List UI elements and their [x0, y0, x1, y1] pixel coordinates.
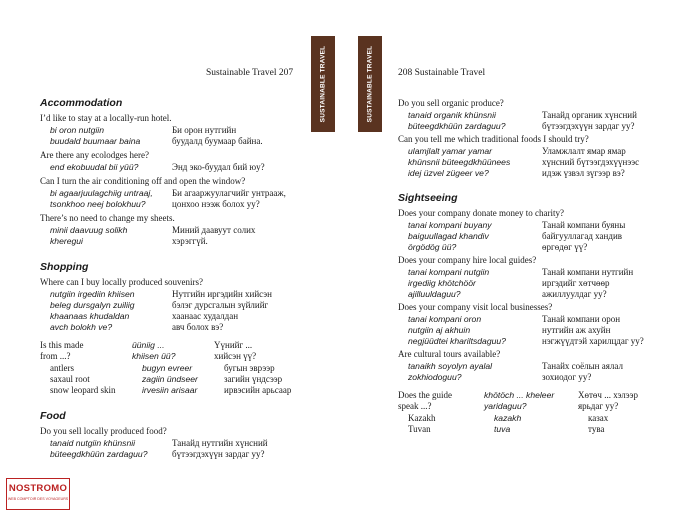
sight-q2-mn2: иргэдийг хөтчөөр: [542, 278, 610, 288]
shop-made-en2: from ...?: [40, 351, 71, 361]
sight-q4-tr1: tanaikh soyolyn ayalal: [408, 361, 493, 371]
right-section-tab: [358, 36, 382, 132]
sight-q2-mn1: Танай компани нутгийн: [542, 267, 634, 277]
sight-q2-tr2: irgediig khötchöör: [408, 278, 476, 288]
shop-q1-en: Where can I buy locally produced souvenirs?: [40, 277, 203, 287]
food-q3-mn3: идэж үзвэл зүгээр вэ?: [542, 168, 625, 178]
sight-q3-tr1: tanai kompani oron: [408, 314, 482, 324]
shop-made-mn1: Үүнийг ...: [214, 340, 253, 350]
shop-made-en1: Is this made: [40, 340, 84, 350]
accom-q3-mn1: Би агааржуулагчийг унтрааж,: [172, 188, 286, 198]
sightseeing-heading: Sightseeing: [398, 192, 458, 204]
sight-q1-mn1: Танай компани буяны: [542, 220, 626, 230]
sight-q3-mn1: Танай компани орон: [542, 314, 621, 324]
guide-mn2: ярьдаг уу?: [578, 401, 619, 411]
guide-mn1: Хөтөч ... хэлээр: [578, 390, 639, 400]
food-q1-en: Do you sell locally produced food?: [40, 426, 167, 436]
snow-leopard-mn: ирвэсийн арьсаар: [224, 385, 292, 395]
sight-q1-mn3: өргөдөг үү?: [542, 242, 588, 252]
accom-q4-mn1: Миний даавуут солих: [172, 225, 256, 235]
sight-q1-tr2: baiguullagad khandiv: [408, 231, 489, 241]
food-heading: Food: [40, 410, 66, 422]
antlers-en: antlers: [50, 363, 74, 373]
saxaul-en: saxaul root: [50, 374, 90, 384]
sight-q1-en: Does your company donate money to charity?: [398, 208, 564, 218]
shop-q1-mn3: хаанаас худалдан: [172, 311, 239, 321]
sight-q1-tr3: örgödög üü?: [408, 242, 457, 252]
shop-q1-tr1: nutgiin irgediin khiisen: [50, 289, 135, 299]
sight-q2-tr3: ajilluuldaguu?: [408, 289, 461, 299]
left-running-header: Sustainable Travel 207: [206, 68, 294, 78]
kazakh-en: Kazakh: [408, 413, 436, 423]
sight-q2-en: Does your company hire local guides?: [398, 255, 537, 265]
food-q3-tr3: idej üzvel zügeer ve?: [408, 168, 489, 178]
accom-q4-tr2: kheregui: [50, 236, 83, 246]
logo-name: NOSTROMO: [8, 483, 68, 494]
saxaul-mn: загийн үндсээр: [224, 374, 283, 384]
food-q1-mn1: Танайд нутгийн хүнсний: [172, 438, 268, 448]
accommodation-heading: Accommodation: [40, 97, 123, 109]
kazakh-tr: kazakh: [494, 413, 522, 423]
guide-tr1: khötöch ... kheleer: [484, 390, 555, 400]
accom-q4-mn2: хэрэггүй.: [172, 236, 208, 246]
right-running-header: 208 Sustainable Travel: [398, 68, 486, 78]
shop-q1-tr4: avch bolokh ve?: [50, 322, 113, 332]
sight-q2-tr1: tanai kompani nutgiin: [408, 267, 490, 277]
sight-q3-tr3: negjüüdtei khariltsdaguu?: [408, 336, 506, 346]
sight-q3-en: Does your company visit local businesses?: [398, 302, 553, 312]
tuvan-tr: tuva: [494, 424, 511, 434]
sight-q1-tr1: tanai kompani buyany: [408, 220, 492, 230]
guide-tr2: yaridaguu?: [484, 401, 527, 411]
sight-q3-tr2: nutgiin aj akhuin: [408, 325, 471, 335]
logo-tagline: WEB COMPTOIR DES VOYAGEURS: [7, 497, 69, 501]
shop-made-tr2: khiisen üü?: [132, 351, 176, 361]
saxaul-tr: zagiin ündseer: [142, 374, 198, 384]
sight-q4-mn2: зохиодог уу?: [542, 372, 592, 382]
food-q2-tr2: büteegdkhüün zardaguu?: [408, 121, 506, 131]
shop-q1-tr2: beleg dursgalyn zuiliig: [50, 300, 135, 310]
shop-q1-mn1: Нутгийн иргэдийн хийсэн: [172, 289, 272, 299]
accom-q1-tr2: buudald buumaar baina: [50, 136, 141, 146]
snow-leopard-tr: irvesiin arisaar: [142, 385, 198, 395]
guide-en1: Does the guide: [398, 390, 452, 400]
left-tab-label: SUSTAINABLE TRAVEL: [319, 45, 327, 123]
snow-leopard-en: snow leopard skin: [50, 385, 116, 395]
tuvan-mn: тува: [588, 424, 605, 434]
food-q1-tr1: tanaid nutgiin khünsnii: [50, 438, 136, 448]
antlers-mn: бугын эврээр: [224, 363, 275, 373]
shop-q1-tr3: khaanaas khudaldan: [50, 311, 130, 321]
accom-q3-tr2: tsonkhoo neej bolokhuu?: [50, 199, 146, 209]
nostromo-logo: [6, 478, 70, 510]
shop-made-mn2: хийсэн үү?: [214, 351, 257, 361]
food-q2-en: Do you sell organic produce?: [398, 98, 504, 108]
left-section-tab: [311, 36, 335, 132]
accom-q3-tr1: bi agaarjuulagchiig untraaj,: [50, 188, 153, 198]
sight-q4-tr2: zokhiodoguu?: [408, 372, 462, 382]
food-q3-tr1: ulamjlalt yamar yamar: [408, 146, 493, 156]
shop-made-tr1: üüniig ...: [132, 340, 165, 350]
guide-en2: speak ...?: [398, 401, 432, 411]
food-q2-mn2: бүтээгдэхүүн зардаг уу?: [542, 121, 635, 131]
shop-q1-mn4: авч болох вэ?: [172, 322, 224, 332]
sight-q2-mn3: ажиллуулдаг уу?: [542, 289, 607, 299]
sight-q3-mn2: нутгийн аж ахуйн: [542, 325, 611, 335]
accom-q1-tr1: bi oron nutgiin: [50, 125, 104, 135]
shopping-heading: Shopping: [40, 261, 89, 273]
food-q3-mn1: Уламжлалт ямар ямар: [542, 146, 626, 156]
accom-q2-en: Are there any ecolodges here?: [40, 150, 149, 160]
shop-q1-mn2: бэлэг дурсгалын зүйлийг: [172, 300, 269, 310]
right-tab-label: SUSTAINABLE TRAVEL: [366, 45, 374, 123]
food-q2-mn1: Танайд органик хүнсний: [542, 110, 637, 120]
accom-q2-mn1: Энд эко-буудал бий юу?: [172, 162, 265, 172]
right-page: [352, 0, 700, 515]
accom-q1-mn1: Би орон нутгийн: [172, 125, 237, 135]
food-q3-en: Can you tell me which traditional foods I should try?: [398, 134, 589, 144]
food-q1-mn2: бүтээгдэхүүн зардаг уу?: [172, 449, 265, 459]
antlers-tr: bugyn evreer: [142, 363, 193, 373]
accom-q4-tr1: minii daavuug solikh: [50, 225, 128, 235]
accom-q2-tr1: end ekobuudal bii yüü?: [50, 162, 139, 172]
food-q2-tr1: tanaid organik khünsnii: [408, 110, 496, 120]
accom-q1-en: I’d like to stay at a locally-run hotel.: [40, 113, 172, 123]
sight-q1-mn2: байгууллагад хандив: [542, 231, 623, 241]
accom-q1-mn2: буудалд буумаар байна.: [172, 136, 263, 146]
sight-q3-mn3: нэгжүүдтэй харилцдаг уу?: [542, 336, 644, 346]
kazakh-mn: казах: [588, 413, 609, 423]
sight-q4-en: Are cultural tours available?: [398, 349, 501, 359]
accom-q3-mn2: цонхоо нээж болох уу?: [172, 199, 260, 209]
accom-q4-en: There’s no need to change my sheets.: [40, 213, 175, 223]
accom-q3-en: Can I turn the air conditioning off and open the window?: [40, 176, 246, 186]
food-q3-tr2: khünsnii büteegdkhüünees: [408, 157, 511, 167]
food-q1-tr2: büteegdkhüün zardaguu?: [50, 449, 148, 459]
food-q3-mn2: хүнсний бүтээгдэхүүнээс: [542, 157, 640, 167]
sight-q4-mn1: Танайх соёлын аялал: [542, 361, 623, 371]
tuvan-en: Tuvan: [408, 424, 431, 434]
